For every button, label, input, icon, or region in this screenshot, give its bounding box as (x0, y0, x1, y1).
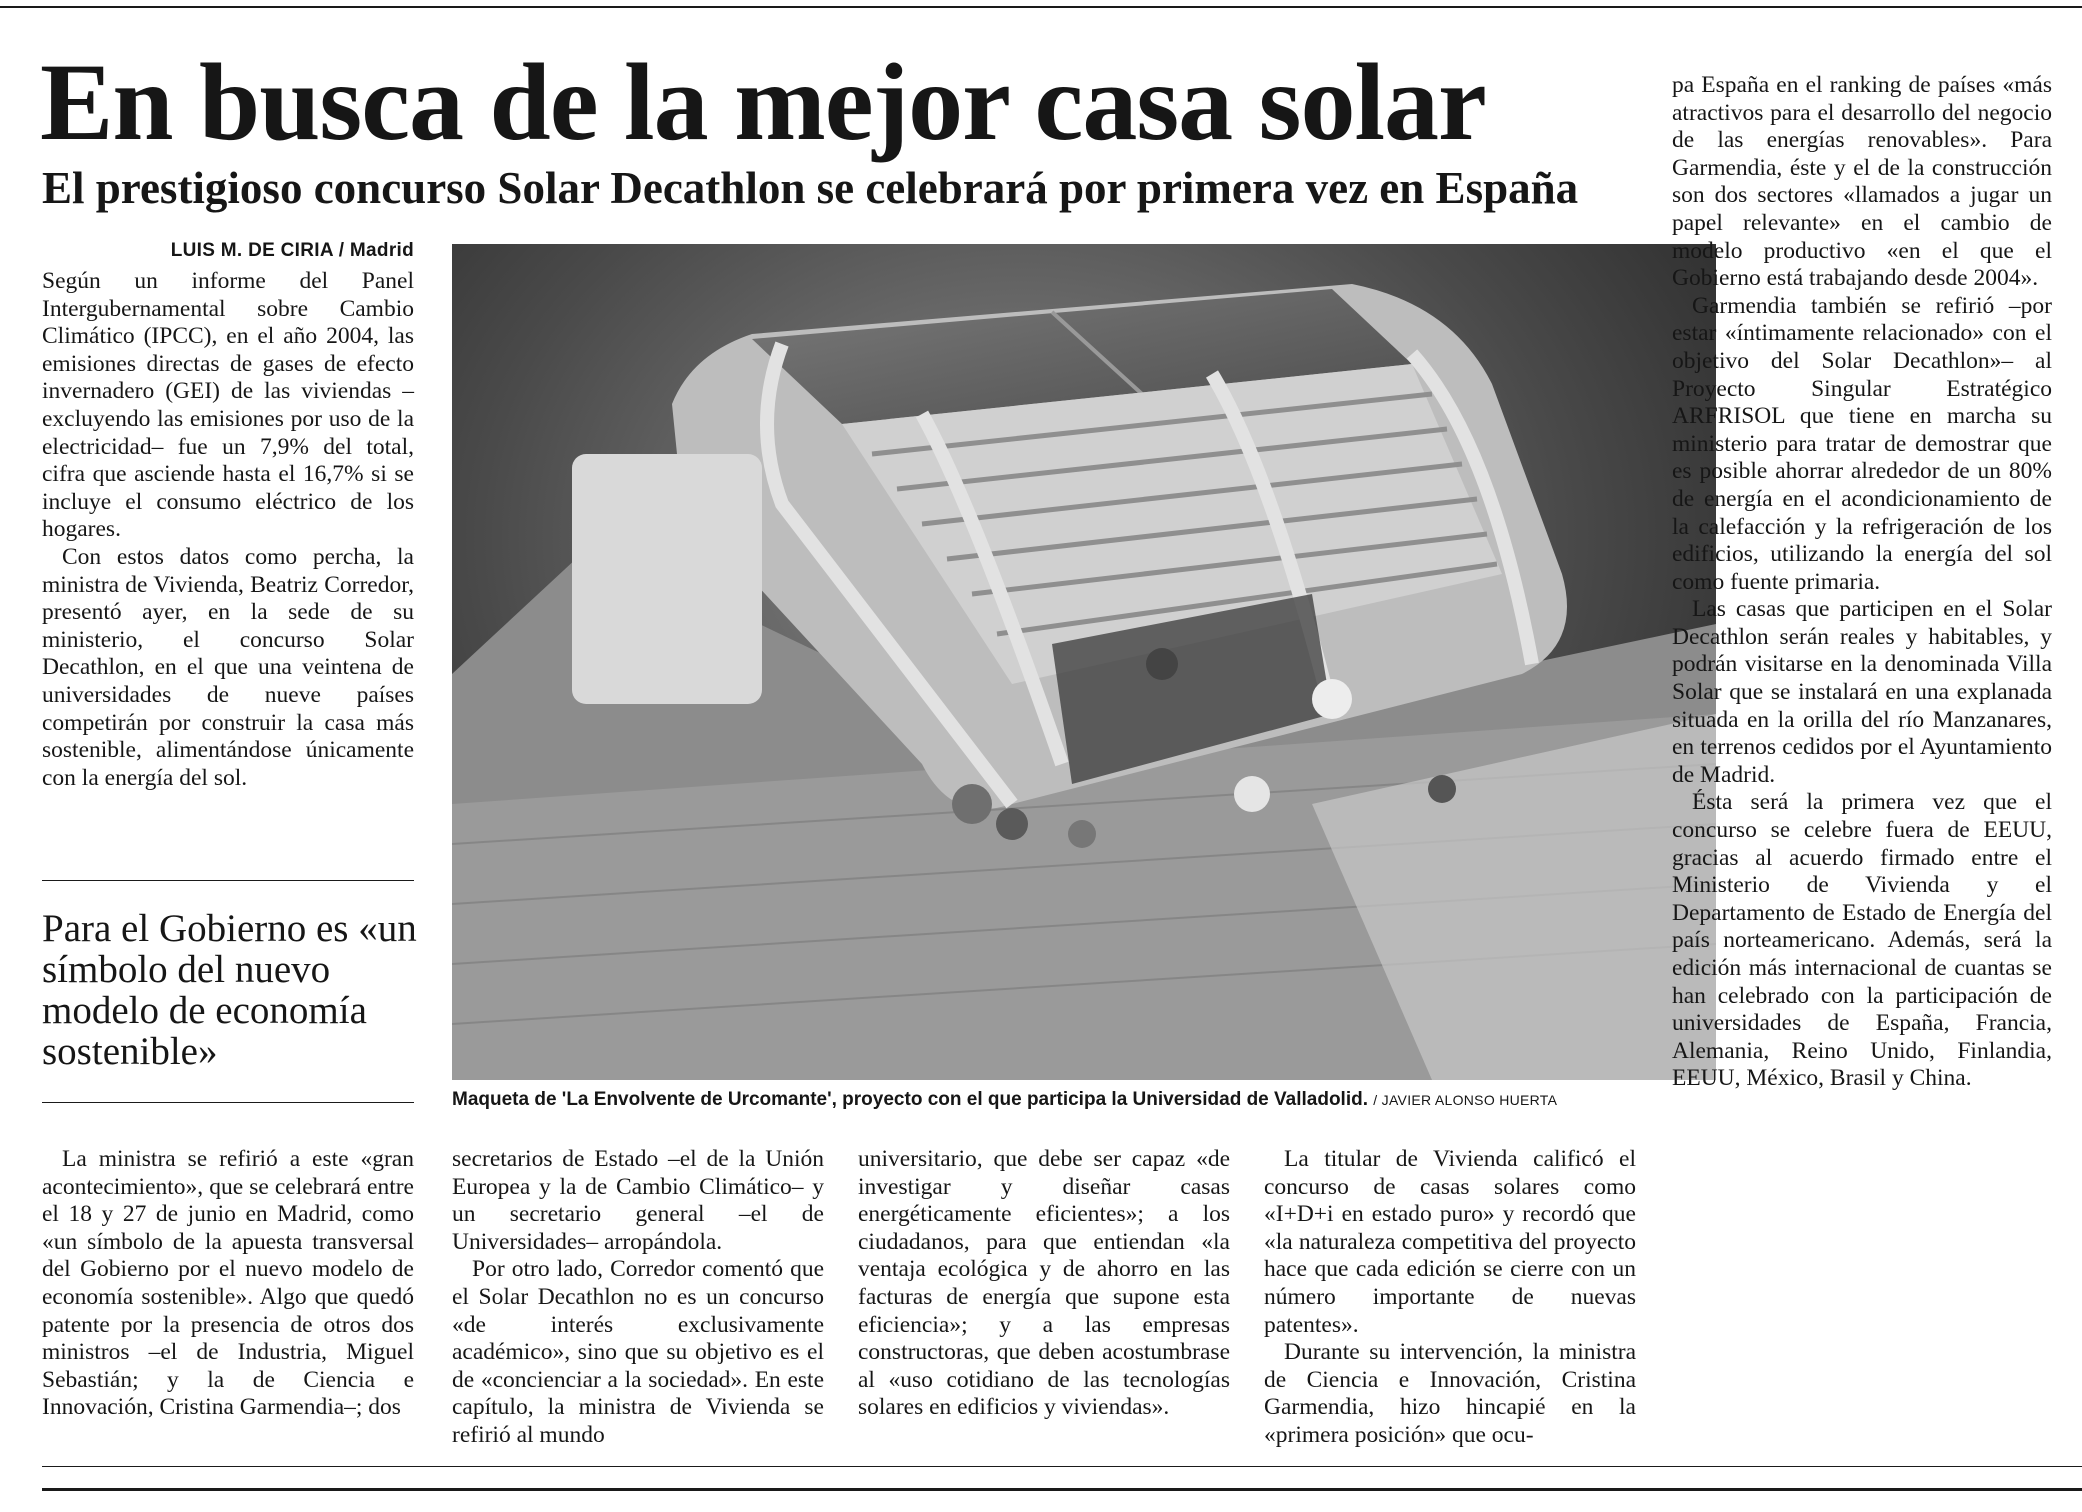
paragraph: La titular de Vivienda calificó el concurso de casas solares como «I+D+i en estado puro» y recordó que «la naturaleza competitiva del proyecto hace que cada edición se cierre con un número importante de nuevas patentes». (1264, 1146, 1636, 1338)
paragraph: secretarios de Estado –el de la Unión Europea y la de Cambio Climático– y un secretario general –el de Universidades– arropándola. (452, 1146, 824, 1255)
headline: En busca de la mejor casa solar (40, 41, 1486, 163)
paragraph: Garmendia también se refirió –por estar «íntimamente relacionado» con el objetivo del Solar Decathlon»– al Proyecto Singular Estratégico ARFRISOL que tiene en marcha su ministerio para tratar de demostrar que es posible ahorrar alrededor de un 80% de energía en el acondicionamiento de la calefacción y la refrigeración de los edificios, utilizando la energía del sol como fuente primaria. (1672, 292, 2052, 595)
byline: LUIS M. DE CIRIA / Madrid (170, 240, 414, 261)
paragraph: Ésta será la primera vez que el concurso se celebre fuera de EEUU, gracias al acuerdo firmado entre el Ministerio de Vivienda y el Departamento de Estado de Energía del país norteamericano. Además, será la edición más internacional de cuantas se han celebrado con la participación de universidades de España, Francia, Alemania, Reino Unido, Finlandia, EEUU, México, Brasil y China. (1672, 789, 2052, 1092)
paragraph: Por otro lado, Corredor comentó que el Solar Decathlon no es un concurso «de interés exclusivamente académico», sino que su objetivo es el de «concienciar a la sociedad». En este capítulo, la ministra de Vivienda se refirió al mundo (452, 1256, 824, 1448)
solar-house-model-illustration (452, 244, 1716, 1080)
bottom-column-1 (42, 1146, 414, 1422)
paragraph: pa España en el ranking de países «más atractivos para el desarrollo del negocio de las energías renovables». Para Garmendia, éste y el de la construcción son dos sectores «llamados a jugar un papel relevante» en el cambio de modelo productivo «en el que el Gobierno está trabajando desde 2004». (1672, 72, 2052, 292)
paragraph: Con estos datos como percha, la ministra de Vivienda, Beatriz Corredor, presentó ayer, en la sede de su ministerio, el concurso Solar Decathlon, en el que una veintena de universidades de nueve países competirán por construir la casa más sostenible, alimentándose únicamente con la energía del sol. (42, 543, 414, 791)
bottom-column-3 (858, 1146, 1230, 1422)
photo-caption (452, 1089, 1716, 1111)
paragraph: Según un informe del Panel Intergubernamental sobre Cambio Climático (IPCC), en el año 2004, las emisiones directas de gases de efecto invernadero (GEI) de las viviendas –excluyendo las emisiones por uso de la electricidad– fue un 7,9% del total, cifra que asciende hasta el 16,7% si se incluye el consumo eléctrico de los hogares. (42, 268, 414, 543)
bottom-rule (42, 1488, 2082, 1491)
article-photo (452, 244, 1716, 1080)
bottom-rule-thin (42, 1466, 2082, 1467)
pullquote: Para el Gobierno es «un símbolo del nuevo modelo de economía sostenible» (42, 907, 417, 1073)
photo-credit: / JAVIER ALONSO HUERTA (1373, 1092, 1558, 1108)
subheadline: El prestigioso concurso Solar Decathlon se celebrará por primera vez en España (42, 163, 1579, 213)
caption-text: Maqueta de 'La Envolvente de Urcomante', proyecto con el que participa la Universidad de Valladolid. (452, 1089, 1368, 1110)
column-left-top (42, 268, 414, 792)
paragraph: La ministra se refirió a este «gran acontecimiento», que se celebrará entre el 18 y 27 de junio en Madrid, como «un símbolo de la apuesta transversal del Gobierno por el nuevo modelo de economía sostenible». Algo que quedó patente por la presencia de otros dos ministros –el de Industria, Miguel Sebastián; y la de Ciencia e Innovación, Cristina Garmendia–; dos (42, 1146, 414, 1421)
bottom-column-2 (452, 1146, 824, 1450)
bottom-column-4 (1264, 1146, 1636, 1450)
column-right (1672, 72, 2052, 1093)
paragraph: Las casas que participen en el Solar Decathlon serán reales y habitables, y podrán visitarse en la denominada Villa Solar que se instalará en una explanada situada en la orilla del río Manzanares, en terrenos cedidos por el Ayuntamiento de Madrid. (1672, 596, 2052, 788)
pullquote-rule-bottom (42, 1102, 414, 1103)
paragraph: universitario, que debe ser capaz «de investigar y diseñar casas energéticamente eficientes»; a los ciudadanos, para que entiendan «la ventaja ecológica y de ahorro en las facturas de energía que supone esta eficiencia»; y a las empresas constructoras, que deben acostumbrase al «uso cotidiano de las tecnologías solares en edificios y viviendas». (858, 1146, 1230, 1421)
pullquote-rule-top (42, 880, 414, 881)
paragraph: Durante su intervención, la ministra de Ciencia e Innovación, Cristina Garmendia, hizo hincapié en la «primera posición» que ocu- (1264, 1339, 1636, 1448)
top-rule (0, 6, 2082, 8)
